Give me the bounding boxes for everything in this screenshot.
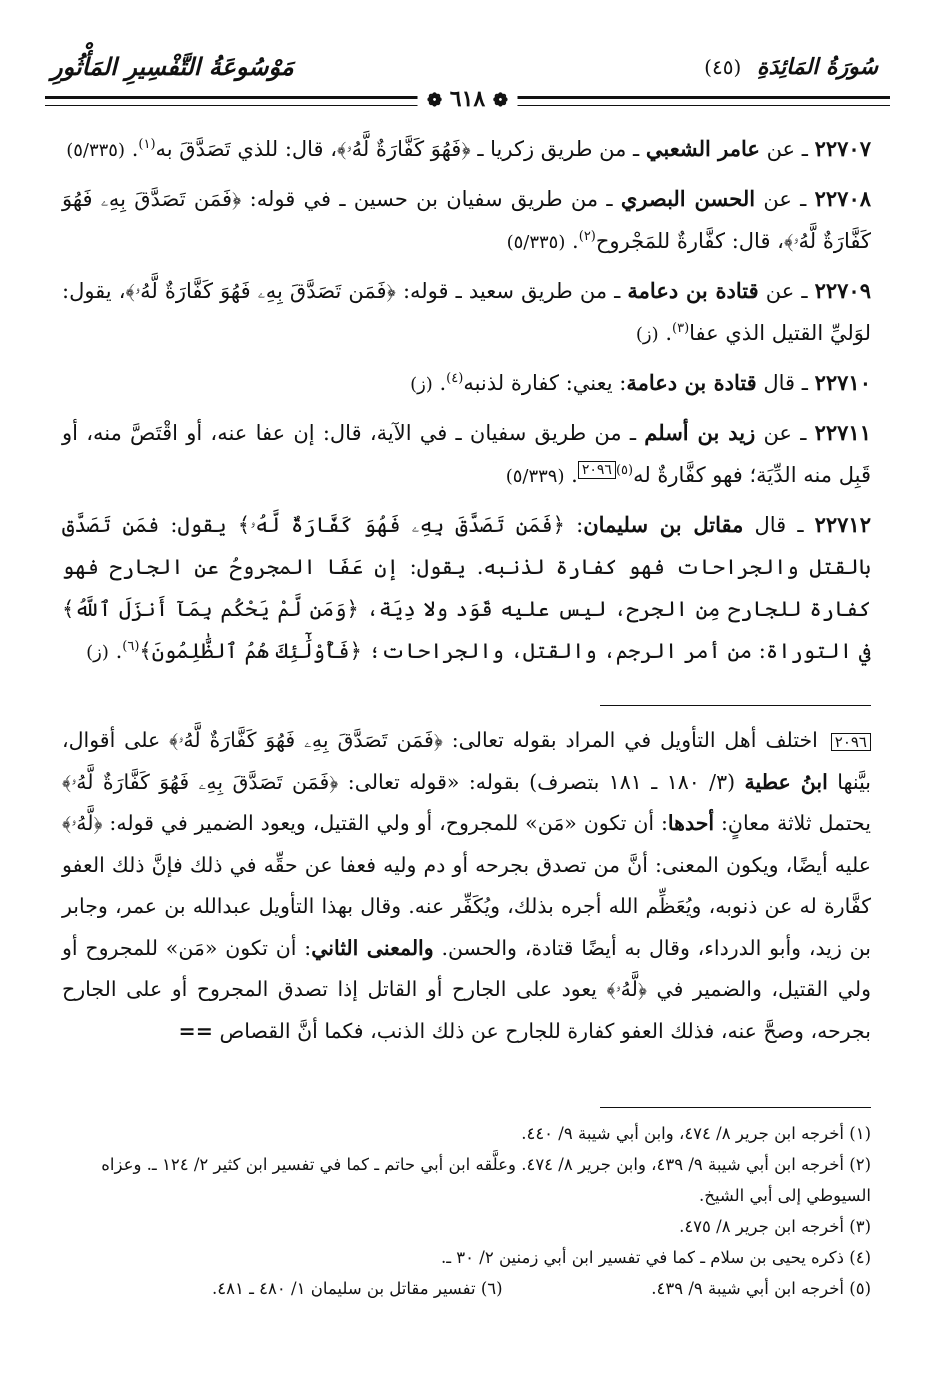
entry-connector: ـ قال — [756, 371, 815, 395]
narrator-name: مقاتل بن سليمان — [583, 512, 744, 537]
footnote-marker: (١) — [138, 137, 156, 152]
entry-text: : ﴿فَمَن تَصَدَّقَ بِهِۦ فَهُوَ كَفَّارَةٌ لَّهُۥ﴾ يقول: فمَن تَصَدَّق بالقتل والجراحات فهو كفارة لذنبه. يقول: إن عَفَا المجروحُ عن الجارح فهو كفارة للجارح مِن الجرح، ليس عليه قَوَد ولا دِيَة، ﴿وَمَن لَّمْ يَحْكُم بِمَآ أَنزَلَ ٱللَّهُ﴾ في التوراة: من أمر الرجم، والقتل، والجراحات؛ ﴿فَأُوْلَٰٓئِكَ هُمُ ٱلظَّٰلِمُونَ﴾ — [62, 513, 871, 663]
entry-punct: . — [108, 639, 123, 663]
ornament-icon: ❁ — [492, 90, 508, 111]
surah-number: (٤٥) — [704, 55, 742, 79]
footnotes — [62, 1118, 871, 1304]
footnote: (٦) تفسير مقاتل بن سليمان ١/ ٤٨٠ ـ ٤٨١. — [212, 1279, 503, 1298]
footnote-marker: (٢) — [578, 229, 596, 244]
entry-punct: . — [564, 463, 578, 487]
entry-text: ـ من طريق زكريا ـ ﴿فَهُوَ كَفَّارَةٌ لَّهُۥ﴾، قال: للذي تَصَدَّقَ به — [155, 137, 646, 161]
entry-connector: ـ عن — [759, 137, 815, 161]
footnote: (١) أخرجه ابن جرير ٨/ ٤٧٤، وابن أبي شيبة ٩/ ٤٤٠. — [521, 1124, 871, 1143]
footnote-marker: (٦) — [122, 639, 140, 654]
footnote: (٤) ذكره يحيى بن سلام ـ كما في تفسير ابن أبي زمنين ٢/ ٣٠ ـ. — [440, 1248, 871, 1267]
entry-connector: ـ قال — [743, 513, 815, 537]
entry-reference: (ز) — [86, 642, 109, 663]
footnote: (٥) أخرجه ابن أبي شيبة ٩/ ٤٣٩. — [651, 1279, 871, 1298]
surah-name: سُورَةُ المَائِدَةِ — [756, 54, 878, 80]
entry-reference: (ز) — [635, 324, 659, 345]
entry-text: : يعني: كفارة لذنبه — [463, 371, 627, 395]
meaning-label: أحدها — [667, 811, 715, 835]
narrator-name: قتادة بن دعامة — [626, 370, 757, 395]
surah-title — [704, 54, 878, 80]
commentary-text: : أن تكون «مَن» للمجروح، أو ولي القتيل، ويعود الضمير في قوله: ﴿لَّهُۥ﴾ عليه أيضًا، ويكون المعنى: أنَّ من تصدق بجرحه أو دم وليه فعفا عن حقِّه في ذلك فإنَّ ذلك العفو كفَّارة له عن ذنوبه، ويُعَظِّم الله أجره بذلك، ويُكَفِّر عنه. وقال بهذا التأويل عبدالله بن عمر، وجابر بن زيد، وأبو الدرداء، وقال به أيضًا قتادة، والحسن. — [62, 811, 871, 960]
entry — [62, 412, 871, 498]
entry-punct: . — [565, 229, 579, 253]
main-text — [62, 128, 871, 680]
entry-punct: . — [125, 137, 139, 161]
meaning-label: والمعنى الثاني — [311, 935, 434, 960]
entry-reference: (٥/٣٣٥) — [66, 140, 126, 161]
entry-punct: . — [658, 321, 672, 345]
commentary-number-box[interactable]: ٢٠٩٦ — [831, 733, 871, 751]
entry-reference: (٥/٣٣٥) — [506, 232, 566, 253]
entry-number: ٢٢٧١١ — [814, 420, 871, 445]
commentary-text: اختلف أهل التأويل في المراد بقوله تعالى: ﴿فَمَن تَصَدَّقَ بِهِۦ فَهُوَ كَفَّارَةٌ لَّهُۥ﴾ على أقوال، بيَّنها — [62, 728, 871, 794]
ornament-icon: ❁ — [427, 90, 443, 111]
entry-connector: ـ عن — [755, 187, 815, 211]
entry-connector: ـ عن — [758, 279, 815, 303]
entry-punct: . — [432, 371, 447, 395]
footnote-separator — [600, 1107, 871, 1108]
commentary-text: : أن تكون «مَن» للمجروح أو ولي القتيل، والضمير في ﴿لَّهُۥ﴾ يعود على الجارح أو القاتل إذا تصدق المجروح أو على الجارح بجرحه، وصحَّ عنه، فذلك العفو كفارة للجارح عن ذلك الذنب، فكما أنَّ القصاص — [62, 935, 871, 1043]
footnote-row — [62, 1273, 871, 1304]
narrator-name: زيد بن أسلم — [644, 420, 756, 445]
narrator-name: الحسن البصري — [620, 186, 756, 211]
commentary-separator — [600, 705, 871, 706]
footnote-marker: (٣) — [672, 321, 690, 336]
page-number-value: ٦١٨ — [449, 86, 486, 112]
narrator-name: عامر الشعبي — [645, 136, 760, 161]
footnote: (٣) أخرجه ابن جرير ٨/ ٤٧٥. — [679, 1217, 871, 1236]
narrator-name: قتادة بن دعامة — [627, 278, 759, 303]
footnote: (٢) أخرجه ابن أبي شيبة ٩/ ٤٣٩، وابن جرير ٨/ ٤٧٤. وعلَّقه ابن أبي حاتم ـ كما في تفسير ابن كثير ٢/ ١٢٤ ـ. وعزاه السيوطي إلى أبي الشيخ. — [101, 1155, 871, 1205]
entry — [62, 178, 871, 264]
commentary — [62, 720, 871, 1052]
commentary-author: ابنُ عطية — [744, 769, 828, 794]
entry-text: ـ من طريق سفيان ـ في الآية، قال: إن عفا عنه، أو اقْتَصَّ منه، أو قَبِل منه الدِّيَة؛ فهو كفَّارةٌ له — [62, 421, 871, 487]
entry-number: ٢٢٧٠٩ — [814, 278, 871, 303]
entry-reference: (٥/٣٣٩) — [505, 466, 565, 487]
entry-number: ٢٢٧٠٧ — [814, 136, 871, 161]
entry-text: ـ من طريق سعيد ـ قوله: ﴿فَمَن تَصَدَّقَ بِهِۦ فَهُوَ كَفَّارَةٌ لَّهُۥ﴾، يقول: لوَليِّ القتيل الذي عفا — [62, 279, 871, 345]
entry-reference: (ز) — [410, 374, 433, 395]
book-title: مَوْسُوعَةُ التَّفْسِيرِ المَأْثُورِ — [51, 52, 294, 81]
commentary-link-box[interactable]: ٢٠٩٦ — [578, 461, 616, 479]
footnote-marker: (٤) — [446, 371, 464, 386]
footnote-marker: (٥) — [615, 463, 634, 478]
entry-text: ـ من طريق سفيان بن حسين ـ في قوله: ﴿فَمَن تَصَدَّقَ بِهِۦ فَهُوَ كَفَّارَةٌ لَّهُۥ﴾، قال: كفَّارةٌ للمَجْروح — [62, 187, 871, 253]
page-number — [417, 86, 518, 112]
entry-connector: ـ عن — [755, 421, 815, 445]
entry — [62, 128, 871, 172]
entry-number: ٢٢٧١٠ — [814, 370, 871, 395]
entry-number: ٢٢٧٠٨ — [814, 186, 872, 211]
continuation-mark: == — [178, 1018, 213, 1043]
entry-number: ٢٢٧١٢ — [814, 512, 871, 537]
entry — [62, 362, 871, 406]
entry — [62, 270, 871, 356]
commentary-text: (٣/ ١٨٠ ـ ١٨١ بتصرف) بقوله: «قوله تعالى: ﴿فَمَن تَصَدَّقَ بِهِۦ فَهُوَ كَفَّارَةٌ لَّهُۥ﴾ يحتمل ثلاثة معانٍ: — [62, 769, 871, 835]
entry — [62, 504, 871, 674]
